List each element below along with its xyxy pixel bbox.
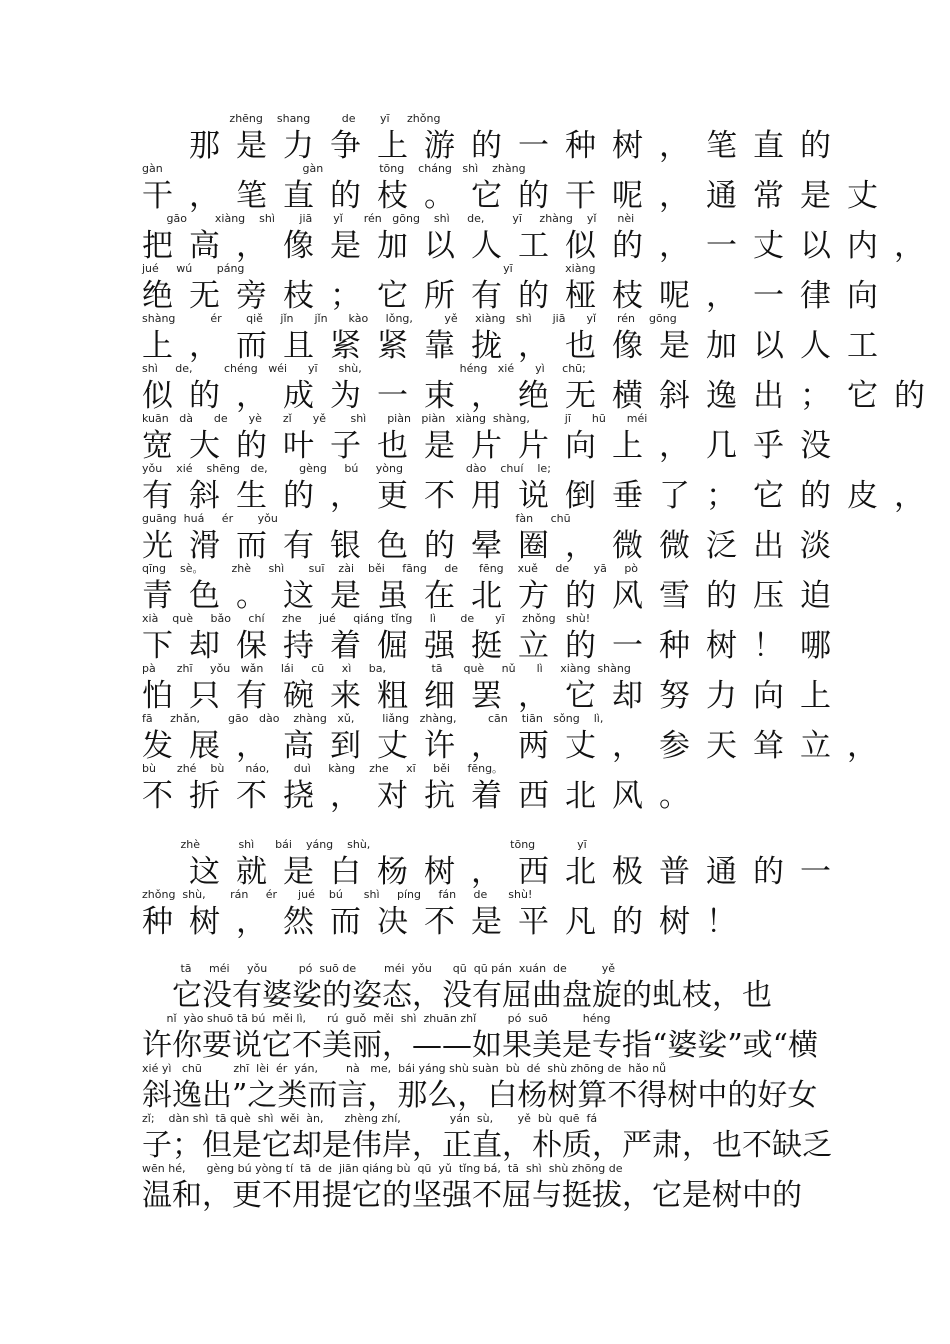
p3-line-5: [142, 1162, 812, 1214]
pinyin-annotation: shàng ér qiě jǐn jǐn kào lǒng, yě xiàng shì jiā yǐ rén gōng: [142, 312, 677, 325]
pinyin-annotation: bù zhé bù náo, duì kàng zhe xī běi fēng。: [142, 762, 504, 775]
p1-line-6: [142, 362, 941, 414]
text-line: 这就是白杨树，西北极普通的一: [142, 854, 847, 890]
text-line: 种树，然而决不是平凡的树！: [142, 904, 753, 940]
p3-line-2: [142, 1012, 819, 1064]
pinyin-annotation: zhēng shang de yī zhǒng: [142, 112, 441, 125]
pinyin-annotation: pà zhī yǒu wǎn lái cū xì ba, tā què nǔ lì xiàng shàng: [142, 662, 631, 675]
pinyin-annotation: fā zhǎn, gāo dào zhàng xǔ, liǎng zhàng, cān tiān sǒng lì,: [142, 712, 604, 725]
text-line: 青色。这是虽在北方的风雪的压迫: [142, 578, 847, 614]
p1-line-9: [142, 512, 847, 564]
p1-line-5: [142, 312, 894, 364]
text-line: 发展，高到丈许，两丈，参天耸立，: [142, 728, 894, 764]
pinyin-annotation: zhǒng shù, rán ér jué bú shì píng fán de shù!: [142, 888, 533, 901]
pinyin-annotation: gàn gàn tōng cháng shì zhàng: [142, 162, 526, 175]
p2-line-1: [142, 838, 847, 890]
pinyin-annotation: nǐ yào shuō tā bú měi lì, rú guǒ měi shì zhuān zhǐ pó suō héng: [142, 1012, 611, 1025]
text-line: 似的，成为一束，绝无横斜逸出；它的: [142, 378, 941, 414]
pinyin-annotation: shì de, chéng wéi yī shù, héng xié yì chū;: [142, 362, 586, 375]
text-line: 温和，更不用提它的坚强不屈与挺拔，它是树中的: [142, 1178, 802, 1213]
text-line: 不折不挠，对抗着西北风。: [142, 778, 706, 814]
pinyin-annotation: kuān dà de yè zǐ yě shì piàn piàn xiàng shàng, jī hū méi: [142, 412, 648, 425]
p1-line-10: [142, 562, 847, 614]
p3-line-1: [142, 962, 812, 1014]
p1-line-11: [142, 612, 847, 664]
p1-line-12: [142, 662, 847, 714]
p3-line-3: [142, 1062, 818, 1114]
text-line: 宽大的叶子也是片片向上，几乎没: [142, 428, 847, 464]
pinyin-annotation: gāo xiàng shì jiā yǐ rén gōng shì de, yī zhàng yǐ nèi: [142, 212, 635, 225]
text-line: 有斜生的，更不用说倒垂了；它的皮，: [142, 478, 941, 514]
pinyin-annotation: zǐ; dàn shì tā què shì wěi àn, zhèng zhí, yán sù, yě bù quē fá: [142, 1112, 598, 1125]
pinyin-annotation: zhè shì bái yáng shù, tōng yī: [142, 838, 587, 851]
pinyin-annotation: xié yì chū zhī lèi ér yán, nà me, bái yáng shù suàn bù dé shù zhōng de hǎo nǚ: [142, 1062, 667, 1075]
p1-line-3: [142, 212, 941, 264]
text-line: 干，笔直的枝。它的干呢，通常是丈: [142, 178, 894, 214]
pinyin-annotation: guāng huá ér yǒu fàn chū: [142, 512, 571, 525]
text-line: 光滑而有银色的晕圈，微微泛出淡: [142, 528, 847, 564]
p1-line-7: [142, 412, 847, 464]
p1-line-13: [142, 712, 894, 764]
p1-line-1: [142, 112, 847, 164]
p3-line-4: [142, 1112, 832, 1164]
text-line: 斜逸出”之类而言，那么，白杨树算不得树中的好女: [142, 1078, 818, 1113]
pinyin-annotation: yǒu xié shēng de, gèng bú yòng dào chuí le;: [142, 462, 551, 475]
p1-line-8: [142, 462, 941, 514]
p1-line-4: [142, 262, 894, 314]
text-line: 上，而且紧紧靠拢，也像是加以人工: [142, 328, 894, 364]
p2-line-2: [142, 888, 812, 940]
text-line: 子；但是它却是伟岸，正直，朴质，严肃，也不缺乏: [142, 1128, 832, 1163]
text-line: 绝无旁枝；它所有的桠枝呢，一律向: [142, 278, 894, 314]
pinyin-annotation: jué wú páng yī xiàng: [142, 262, 596, 275]
p1-line-2: [142, 162, 894, 214]
text-line: 许你要说它不美丽，——如果美是专指“婆娑”或“横: [142, 1028, 819, 1063]
p1-line-14: [142, 762, 812, 814]
text-line: 它没有婆娑的姿态，没有屈曲盘旋的虬枝，也: [142, 978, 772, 1013]
text-line: 下却保持着倔强挺立的一种树！哪: [142, 628, 847, 664]
pinyin-annotation: xià què bǎo chí zhe jué qiáng tǐng lì de yī zhǒng shù!: [142, 612, 591, 625]
text-line: 怕只有碗来粗细罢，它却努力向上: [142, 678, 847, 714]
pinyin-annotation: qīng sè。 zhè shì suī zài běi fāng de fēng xuě de yā pò: [142, 562, 639, 575]
pinyin-annotation: tā méi yǒu pó suō de méi yǒu qū qū pán xuán de yě: [142, 962, 616, 975]
text-line: 把高，像是加以人工似的，一丈以内，: [142, 228, 941, 264]
pinyin-annotation: wēn hé, gèng bú yòng tí tā de jiān qiáng bù qū yǔ tǐng bá, tā shì shù zhōng de: [142, 1162, 623, 1175]
text-line: 那是力争上游的一种树，笔直的: [142, 128, 847, 164]
